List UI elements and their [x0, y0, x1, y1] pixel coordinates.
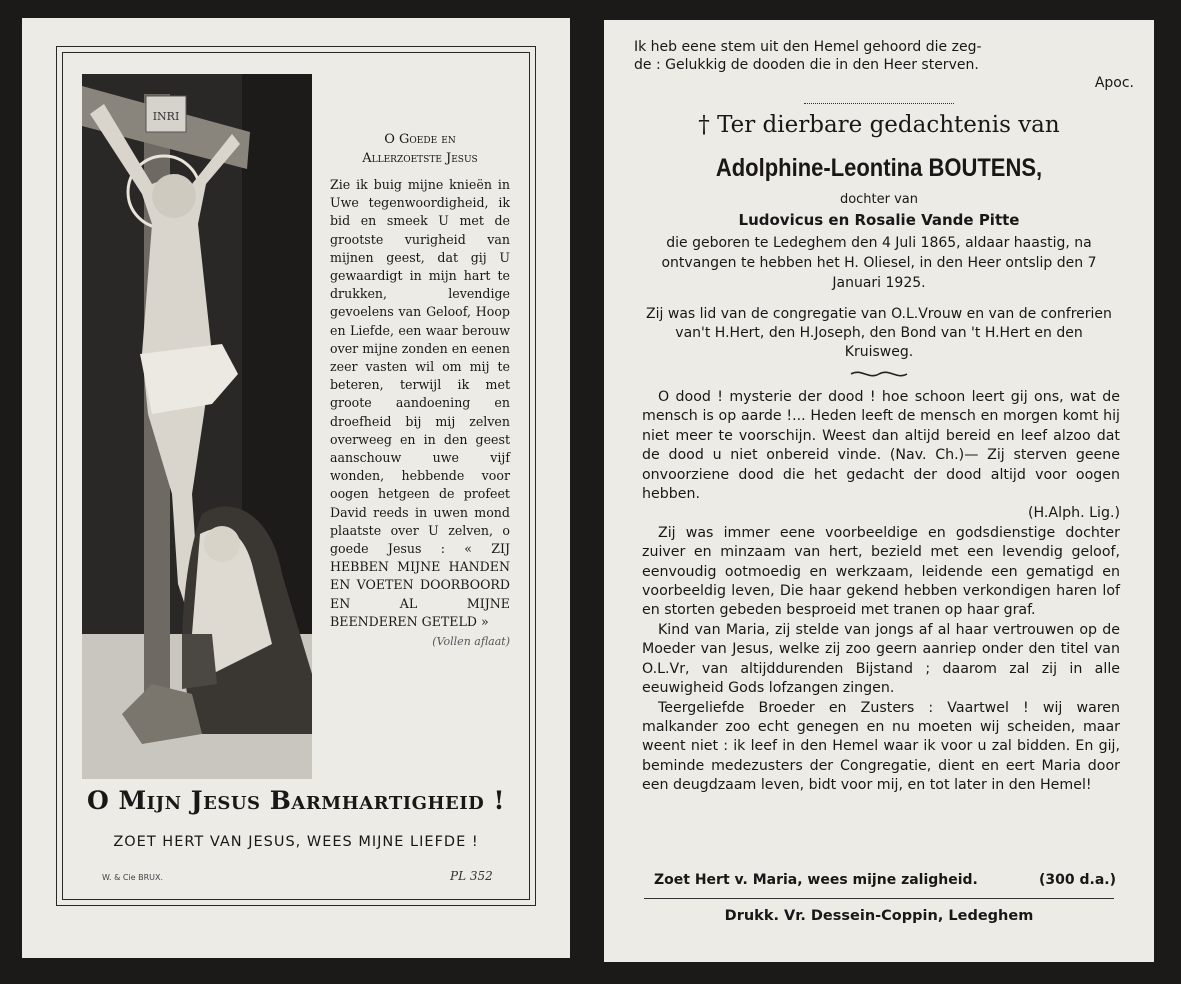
deceased-name: Adolphine-Leontina BOUTENS,: [715, 154, 1043, 182]
plate-number: PL 352: [450, 869, 493, 883]
paragraph-death-reflection: [642, 388, 1120, 524]
quote-line2: de : Gelukkig de dooden die in den Heer sterven.: [634, 57, 979, 73]
quote-reference: Apoc.: [1094, 75, 1134, 91]
flourish-ornament: [849, 368, 909, 380]
prayer-title-line2: Allerzoetste Jesus: [362, 151, 478, 166]
prayer-card-back: [604, 20, 1154, 962]
crucifixion-illustration: [82, 74, 312, 779]
quote-line1: Ik heb eene stem uit den Hemel gehoord die zeg-: [634, 39, 982, 55]
dotted-divider: [804, 103, 954, 104]
prayer-title-line1: O Goede en: [384, 132, 456, 147]
parents-names: Ludovicus en Rosalie Vande Pitte: [738, 211, 1020, 229]
publisher-mark: W. & Cie BRUX.: [102, 873, 164, 882]
indulgence-note: (Vollen aflaat): [432, 635, 510, 649]
paragraph-character: Zij was immer eene voorbeeldige en godsdienstige dochter zuiver en minzaam van hert, bezield met een levendig geloof, eenvoudig ootmoedig en werkzaam, leidende een gematigd en voorbeeldig leven, Die haar gekend hebben verkondigen haren lof en storten gebeden besproeid met tranen op haar graf.: [642, 524, 1120, 619]
paragraph-maria: Kind van Maria, zij stelde van jongs af al haar vertrouwen op de Moeder van Jesus, welke zij zoo geern aanriep onder den titel van O.L.Vr, van altijddurenden Bijstand ; daarom zal zij in alle eeuwigheid Gods lofzangen zingen.: [642, 621, 1120, 697]
closing-invocation: [654, 872, 1116, 888]
closing-text: Zoet Hert v. Maria, wees mijne zaligheid.: [654, 872, 978, 888]
memorial-body: [642, 388, 1120, 796]
prayer-text-block: [330, 130, 510, 651]
bottom-rule: [644, 898, 1114, 899]
closing-indulgence: (300 d.a.): [1039, 872, 1116, 888]
banner-heading: O Mijn Jesus Barmhartigheid !: [87, 786, 505, 815]
banner-subheading: ZOET HERT VAN JESUS, WEES MIJNE LIEFDE !: [113, 834, 479, 850]
prayer-body: Zie ik buig mijne knieën in Uwe tegenwoordigheid, ik bid en smeek U met de grootste vurigheid van mijnen geest, dat gij U gewaardigt in mijn hart te drukken, levendige gevoelens van Geloof, Hoop en Liefde, een waar berouw over mijne zonden en eenen zeer vasten wil om mij te beteren, terwijl ik met groote aandoening en droefheid bij mij zelven overweeg en in den geest aanschouw uwe vijf wonden, hebbende voor oogen hetgeen de profeet David reeds in uwen mond plaatste over U zelven, o goede Jesus : « ZIJ HEBBEN MIJNE HANDEN EN VOETEN DOORBOORD EN AL MIJNE BEENDEREN GETELD »: [330, 177, 510, 629]
birth-death-text: die geboren te Ledeghem den 4 Juli 1865, aldaar haastig, na ontvangen te hebben het H. Oliesel, in den Heer ontslip den 7 Januari 1925.: [661, 235, 1097, 291]
printer-imprint: Drukk. Vr. Dessein-Coppin, Ledeghem: [724, 908, 1034, 924]
memorial-title: † Ter dierbare gedachtenis van: [698, 112, 1060, 138]
paragraph-death-reflection-text: O dood ! mysterie der dood ! hoe schoon leert gij ons, wat de mensch is op aarde !... Heden leeft de mensch en morgen komt hij niet meer te voorschijn. Weest dan altijd bereid en leef alzoo dat de dood u niet onbereid vinde. (Nav. Ch.)— Zij sterven geene onvoorziene dood die het gedacht der dood altijd voor oogen hebben.: [642, 389, 1120, 503]
scripture-quote: [634, 38, 1134, 92]
membership-text: Zij was lid van de congregatie van O.L.Vrouw en van de confrerien van't H.Hert, den H.Joseph, den Bond van 't H.Hert en den Kruisweg.: [646, 306, 1112, 360]
daughter-of-label: dochter van: [839, 192, 919, 207]
prayer-card-front: [22, 18, 570, 958]
paragraph-reference: (H.Alph. Lig.): [1027, 505, 1120, 522]
paragraph-farewell: Teergeliefde Broeder en Zusters : Vaartwel ! wij waren malkander zoo echt genegen en nu moeten wij scheiden, maar weent niet : ik leef in den Hemel waar ik voor u zal bidden. En gij, beminde medezusters der Congregatie, dient en eert Maria door een deugdzaam leven, bidt voor mij, en tot later in den Hemel!: [642, 699, 1120, 794]
crucifixion-image: [82, 74, 312, 779]
inri-sign: INRI: [152, 110, 180, 123]
